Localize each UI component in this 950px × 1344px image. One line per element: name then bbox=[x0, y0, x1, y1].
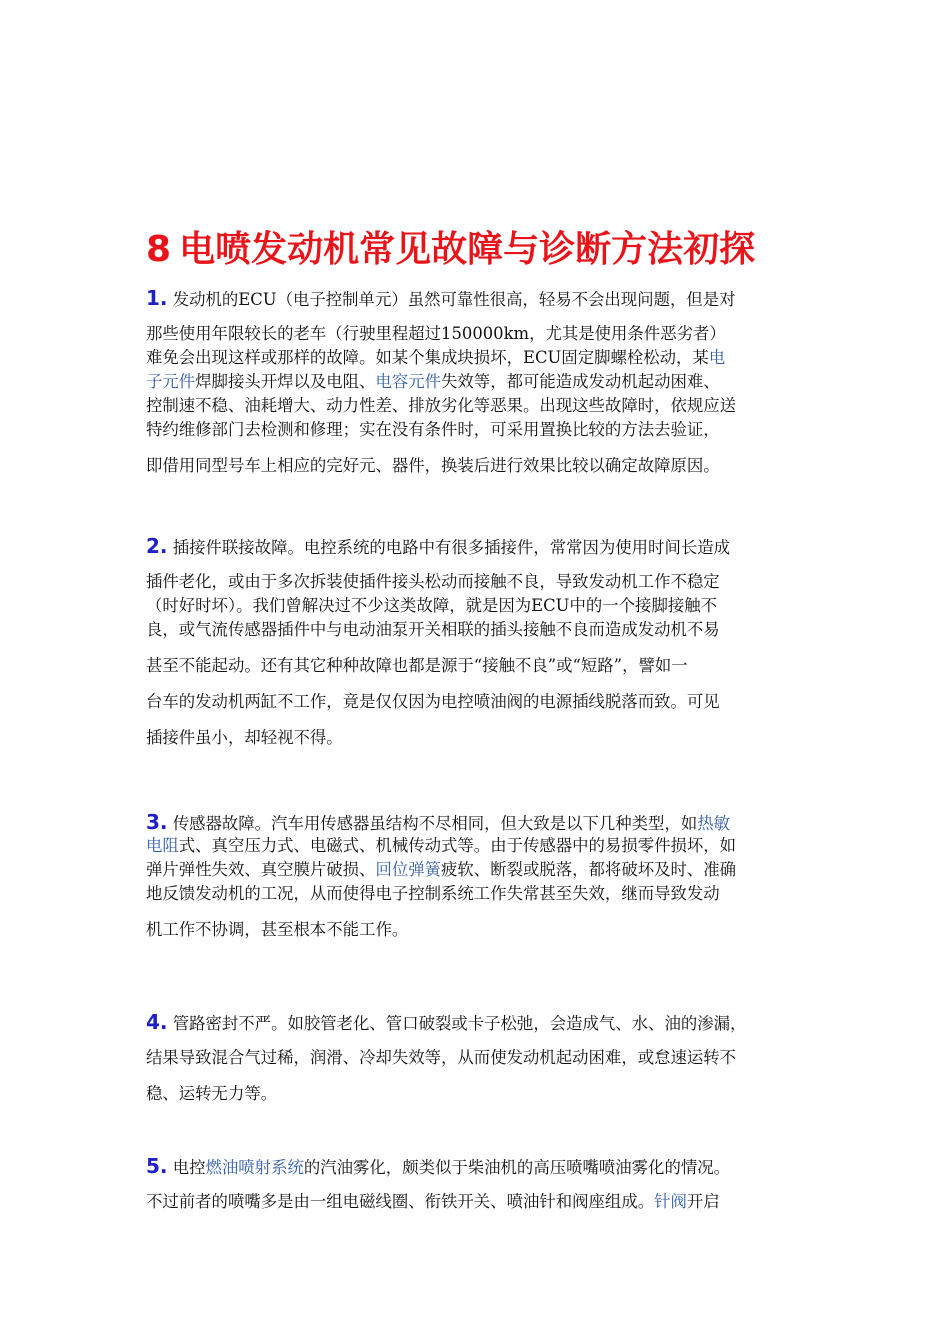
paragraph-line bbox=[146, 1190, 808, 1214]
text-segment: 控制速不稳、油耗增大、动力性差、排放劣化等恶果。出现这些故障时，依规应送 bbox=[146, 396, 737, 415]
paragraph-line bbox=[146, 322, 808, 346]
text-segment: 地反馈发动机的工况，从而使得电子控制系统工作失常甚至失效，继而导致发动 bbox=[146, 884, 720, 903]
paragraph-5 bbox=[146, 1154, 808, 1214]
text-segment: 机工作不协调，甚至根本不能工作。 bbox=[146, 920, 409, 939]
paragraph-line bbox=[146, 534, 808, 558]
paragraph-line bbox=[146, 834, 808, 858]
text-segment: 特约维修部门去检测和修理；实在没有条件时，可采用置换比较的方法去验证， bbox=[146, 420, 720, 439]
text-segment: 不过前者的喷嘴多是由一组电磁线圈、衔铁开关、喷油针和阀座组成。 bbox=[146, 1192, 655, 1211]
text-segment: 的汽油雾化，颇类似于柴油机的高压喷嘴喷油雾化的情况。 bbox=[303, 1158, 731, 1177]
text-segment: 甚至不能起动。还有其它种种故障也都是源于“接触不良”或“短路”，譬如一 bbox=[146, 656, 688, 675]
title-text: 电喷发动机常见故障与诊断方法初探 bbox=[179, 229, 756, 270]
paragraph-line bbox=[146, 418, 808, 442]
term-link[interactable]: 回位弹簧 bbox=[375, 860, 442, 879]
page-title bbox=[146, 224, 846, 276]
paragraph-line bbox=[146, 1046, 808, 1070]
text-segment: 开启 bbox=[686, 1192, 720, 1211]
paragraph-line bbox=[146, 1082, 808, 1106]
text-segment: 台车的发动机两缸不工作，竟是仅仅因为电控喷油阀的电源插线脱落而致。可见 bbox=[146, 692, 720, 711]
paragraph-1 bbox=[146, 286, 808, 478]
paragraph-line bbox=[146, 346, 808, 370]
text-segment: 式、真空压力式、电磁式、机械传动式等。由于传感器中的易损零件损坏，如 bbox=[178, 836, 737, 855]
text-segment: 那些使用年限较长的老车（行驶里程超过150000km，尤其是使用条件恶劣者） bbox=[146, 324, 726, 343]
paragraph-line bbox=[146, 882, 808, 906]
paragraph-line bbox=[146, 1010, 808, 1034]
paragraph-line bbox=[146, 810, 808, 834]
paragraph-number: 2. bbox=[146, 534, 168, 558]
paragraph-2 bbox=[146, 534, 808, 750]
text-segment: 良，或气流传感器插件中与电动油泵开关相联的插头接触不良而造成发动机不易 bbox=[146, 620, 720, 639]
term-link[interactable]: 电容元件 bbox=[375, 372, 442, 391]
paragraph-line bbox=[146, 454, 808, 478]
paragraph-3 bbox=[146, 810, 808, 942]
term-link[interactable]: 热敏 bbox=[697, 814, 731, 833]
paragraph-line bbox=[146, 594, 808, 618]
text-segment: 焊脚接头开焊以及电阻、 bbox=[195, 372, 376, 391]
text-segment: 失效等，都可能造成发动机起动困难、 bbox=[441, 372, 720, 391]
paragraph-line bbox=[146, 370, 808, 394]
paragraph-line bbox=[146, 286, 808, 310]
paragraph-number: 5. bbox=[146, 1154, 168, 1178]
text-segment: 弹片弹性失效、真空膜片破损、 bbox=[146, 860, 376, 879]
term-link[interactable]: 燃油喷射系统 bbox=[205, 1158, 304, 1177]
term-link[interactable]: 电阻 bbox=[146, 836, 179, 855]
text-segment: 管路密封不严。如胶管老化、管口破裂或卡子松弛，会造成气、水、油的渗漏， bbox=[167, 1014, 747, 1033]
text-segment: 插接件联接故障。电控系统的电路中有很多插接件，常常因为使用时间长造成 bbox=[167, 538, 731, 557]
paragraph-line bbox=[146, 394, 808, 418]
paragraph-number: 3. bbox=[146, 810, 168, 834]
text-segment: （时好时坏）。我们曾解决过不少这类故障，就是因为ECU中的一个接脚接触不 bbox=[146, 596, 718, 615]
paragraph-4 bbox=[146, 1010, 808, 1106]
paragraph-line bbox=[146, 1154, 808, 1178]
term-link[interactable]: 子元件 bbox=[146, 372, 196, 391]
text-segment: 难免会出现这样或那样的故障。如某个集成块损坏，ECU固定脚螺栓松动，某 bbox=[146, 348, 709, 367]
paragraph-number: 1. bbox=[146, 286, 168, 310]
paragraph-line bbox=[146, 570, 808, 594]
paragraph-line bbox=[146, 618, 808, 642]
paragraph-line bbox=[146, 726, 808, 750]
title-number: 8 bbox=[146, 229, 172, 270]
text-segment: 结果导致混合气过稀，润滑、冷却失效等，从而使发动机起动困难，或怠速运转不 bbox=[146, 1048, 737, 1067]
text-segment: 即借用同型号车上相应的完好元、器件，换装后进行效果比较以确定故障原因。 bbox=[146, 456, 720, 475]
text-segment: 传感器故障。汽车用传感器虽结构不尽相同，但大致是以下几种类型，如 bbox=[167, 814, 698, 833]
text-segment: 稳、运转无力等。 bbox=[146, 1084, 278, 1103]
text-segment: 插接件虽小，却轻视不得。 bbox=[146, 728, 343, 747]
term-link[interactable]: 电 bbox=[708, 348, 726, 367]
text-segment: 疲软、断裂或脱落，都将破坏及时、准确 bbox=[441, 860, 737, 879]
text-segment: 电控 bbox=[167, 1158, 206, 1177]
paragraph-number: 4. bbox=[146, 1010, 168, 1034]
paragraph-line bbox=[146, 918, 808, 942]
paragraph-line bbox=[146, 690, 808, 714]
paragraph-line bbox=[146, 654, 808, 678]
term-link[interactable]: 针阀 bbox=[654, 1192, 687, 1211]
text-segment: 发动机的ECU（电子控制单元）虽然可靠性很高，轻易不会出现问题，但是对 bbox=[167, 290, 736, 309]
text-segment: 插件老化，或由于多次拆装使插件接头松动而接触不良，导致发动机工作不稳定 bbox=[146, 572, 720, 591]
paragraph-line bbox=[146, 858, 808, 882]
